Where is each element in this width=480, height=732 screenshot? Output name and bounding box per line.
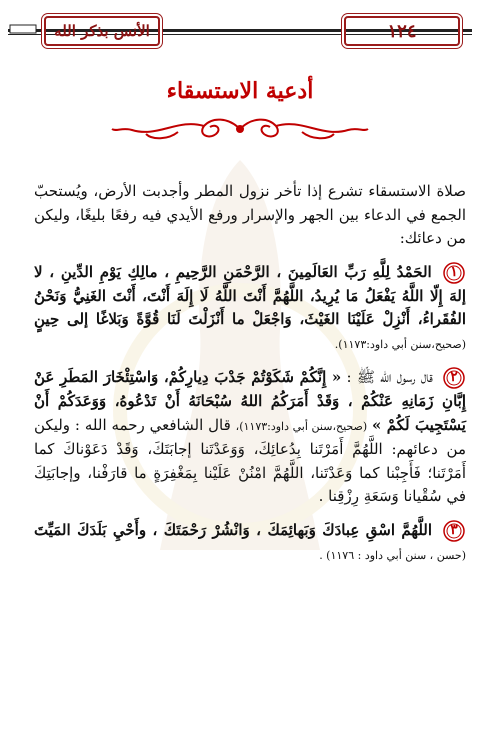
shafii-dua: قال الشافعي رحمه الله : وليكن من دعائهم: اللَّهُمَّ أَمَرْتَنا بِدُعائِكَ، وَوَعَدْتَنا إجابَتَكَ، وَقَدْ دَعَوْناكَ كما أَمَرْتَنا؛ فَأَجِبْنا كما وَعَدْتَنا، اللَّهُمَّ امْنُنْ عَلَيْنا بِمَغْفِرَةٍ ما قارَفْنا، وإجابَتِكَ في سُقْيانا وَسَعَةِ رِزْقِنا . <box>34 415 466 505</box>
dua-3 <box>34 519 466 568</box>
dua-lead: قال رسول الله ﷺ : <box>346 368 433 386</box>
header-end-ornament <box>8 16 38 42</box>
dua-source: (صحيح،سنن أبي داود:١١٧٣)، <box>235 419 368 433</box>
section-title: أدعية الاستسقاء <box>166 78 314 104</box>
dua-source: (صحيح،سنن أبي داود:١١٧٣). <box>334 337 466 351</box>
title-ornament <box>108 114 372 144</box>
dua-number: ١ <box>450 263 458 280</box>
dua-number-badge <box>442 519 466 543</box>
hadith-text: « إِنَّكُمْ شَكَوْتُمْ جَدْبَ دِيارِكُمْ، وَاسْتِئْخَارَ المَطَرِ عَنْ إِبَّانِ زَمَانِهِ عَنْكُمْ ، وَقَدْ أَمَرَكُمُ اللهُ سُبْحَانَهُ أَنْ تَدْعُوهُ، وَوَعَدَكُمْ أَنْ يَسْتَجِيبَ لَكُمْ » <box>34 368 466 434</box>
dua-number-badge <box>442 366 466 390</box>
book-title-badge: الأنس بذكر الله <box>44 16 160 46</box>
intro-paragraph: صلاة الاستسقاء تشرع إذا تأخر نزول المطر وأجدبت الأرض، ويُستحبّ الجمع في الدعاء بين الجهر والإسرار ورفع الأيدي فيه رفعًا بليغًا، وليكن من دعائك: <box>34 182 466 247</box>
dua-text: اللَّهُمَّ اسْقِ عِبادَكَ وَبَهائِمَكَ ، وَانْشُرْ رَحْمَتَكَ ، وأَحْيِ بَلَدَكَ المَيِّتَ <box>34 520 433 539</box>
dua-2 <box>34 366 466 509</box>
dua-number: ٣ <box>450 521 458 538</box>
page-content <box>34 180 466 577</box>
dua-number: ٢ <box>450 369 458 386</box>
dua-source: (حسن ، سنن أبي داود : ١١٧٦) . <box>319 548 466 562</box>
page-number-badge: ١٢٤ <box>344 16 460 46</box>
dua-number-badge <box>442 261 466 285</box>
page-header <box>0 8 480 52</box>
dua-text: الحَمْدُ لِلَّهِ رَبِّ العَالَمِينَ ، الرَّحْمَنِ الرَّحِيمِ ، مالِكِ يَوْمِ الدِّينِ ، لا إلهَ إِلّا اللَّهُ يَفْعَلُ مَا يُرِيدُ، اللَّهُمَّ أَنْتَ اللَّهُ لَا إِلَهَ أَنْتَ، أَنْتَ الغَنِيُّ وَنَحْنُ الفُقَراءُ، أَنْزِلْ عَلَيْنَا الغَيْثَ، وَاجْعَلْ ما أَنْزَلْتَ لَنَا قُوَّةً وَبَلاغًا إلى حِينٍ <box>34 262 466 328</box>
dua-1 <box>34 261 466 357</box>
